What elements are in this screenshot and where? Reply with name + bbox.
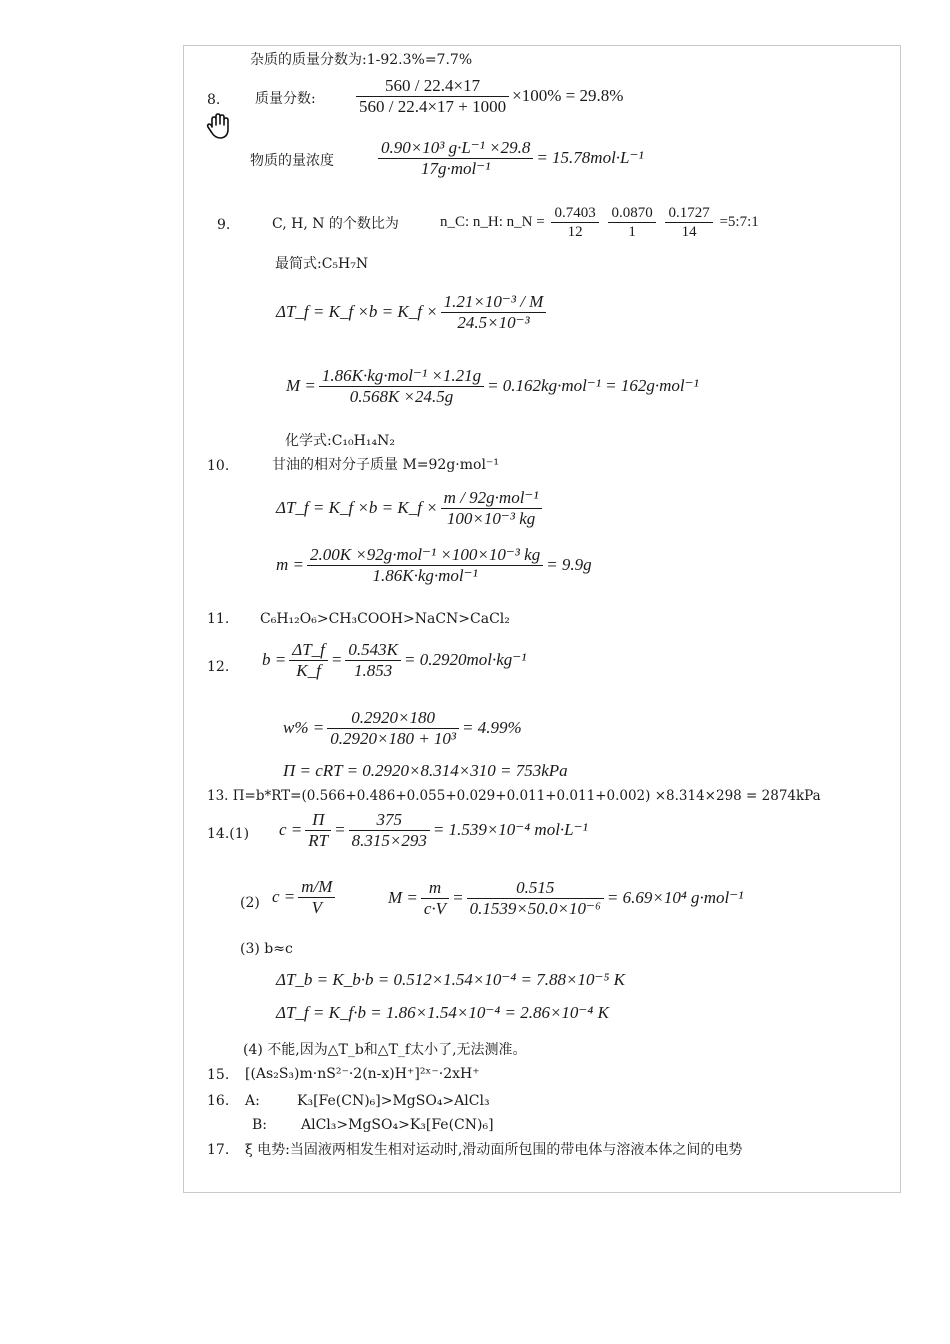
item-16-number: 16.	[207, 1093, 230, 1109]
part-a-ordering: K₃[Fe(CN)₆]>MgSO₄>AlCl₃	[297, 1093, 490, 1109]
eq-frac-a	[305, 810, 331, 852]
equals-sign: =	[452, 887, 464, 907]
molar-concentration-equation	[375, 138, 644, 180]
frac-denominator: 0.1539×50.0×10⁻⁶	[469, 899, 601, 919]
frac-numerator: Π	[305, 810, 331, 831]
frac-numerator: 0.515	[467, 878, 604, 899]
equation-lhs: M =	[286, 375, 316, 395]
frac-numerator: 0.90×10³ g·L⁻¹ ×29.8	[378, 138, 533, 159]
equation-result: ×100% = 29.8%	[512, 85, 624, 105]
molar-concentration-label: 物质的量浓度	[250, 153, 334, 169]
item-11-number: 11.	[207, 611, 230, 627]
frac-numerator: 560 / 22.4×17	[356, 76, 509, 97]
equation-lhs: w% =	[283, 717, 325, 737]
ordering-11: C₆H₁₂O₆>CH₃COOH>NaCN>CaCl₂	[260, 611, 510, 627]
mass-fraction-equation	[353, 76, 623, 118]
equation-lhs: ΔT_f = K_f ×b = K_f ×	[276, 497, 438, 517]
h-frac	[608, 204, 655, 241]
eq-frac	[441, 488, 542, 530]
freezing-point-equation-9	[276, 292, 549, 334]
frac-denominator: 560 / 22.4×17 + 1000	[359, 97, 507, 117]
n-frac	[665, 204, 712, 241]
frac-numerator: m/M	[298, 877, 335, 898]
eq-frac	[307, 545, 543, 587]
mass-percent-equation-12	[283, 708, 522, 750]
item-9-number: 9.	[217, 217, 231, 233]
frac-denominator: K_f	[296, 661, 321, 681]
frac-numerator: 375	[349, 810, 430, 831]
eq-frac	[319, 366, 484, 408]
equation-result: = 9.9g	[546, 554, 592, 574]
concentration-definition	[272, 877, 338, 919]
frac-denominator: 1.853	[354, 661, 393, 681]
empirical-formula: 最简式:C₅H₇N	[275, 256, 369, 272]
equation-result: = 4.99%	[462, 717, 522, 737]
frac-denominator: 0.2920×180 + 10³	[330, 729, 457, 749]
item-8-number: 8.	[207, 92, 221, 108]
eq-frac-b	[345, 640, 401, 682]
eq-frac-a	[421, 878, 449, 920]
frac-numerator: 0.0870	[608, 204, 655, 223]
equation-lhs: c =	[279, 819, 303, 839]
part-b-label: B:	[252, 1117, 268, 1133]
frac-numerator: m	[421, 878, 449, 899]
part-a-label: A:	[245, 1093, 260, 1109]
frac-numerator: 0.543K	[345, 640, 401, 661]
eq-frac-a	[289, 640, 328, 682]
eq-frac	[441, 292, 547, 334]
concentration-frac	[378, 138, 533, 180]
frac-denominator: RT	[308, 831, 329, 851]
hand-cursor-icon	[203, 110, 235, 142]
chemical-formula: 化学式:C₁₀H₁₄N₂	[285, 433, 395, 449]
item-12-number: 12.	[207, 659, 230, 675]
frac-numerator: 0.2920×180	[327, 708, 459, 729]
frac-denominator: 24.5×10⁻³	[457, 313, 530, 333]
frac-denominator: 14	[681, 224, 697, 240]
concentration-equation-14	[279, 810, 588, 852]
frac-denominator: V	[311, 898, 323, 918]
frac-denominator: 1.86K·kg·mol⁻¹	[372, 566, 478, 586]
equation-result: = 0.162kg·mol⁻¹ = 162g·mol⁻¹	[487, 375, 699, 395]
item-17-number: 17.	[207, 1142, 230, 1158]
frac-numerator: 1.86K·kg·mol⁻¹ ×1.21g	[319, 366, 484, 387]
item-15-number: 15.	[207, 1067, 230, 1083]
item-14-part-4: (4) 不能,因为△T_b和△T_f太小了,无法测准。	[243, 1042, 527, 1058]
freezing-point-drop-equation: ΔT_f = K_f·b = 1.86×1.54×10⁻⁴ = 2.86×10⁻⁴ K	[276, 1003, 609, 1022]
molar-mass-equation-14	[388, 878, 743, 920]
frac-denominator: 12	[567, 224, 583, 240]
frac-numerator: m / 92g·mol⁻¹	[441, 488, 542, 509]
colloid-micelle-formula: [(As₂S₃)m·nS²⁻·2(n-x)H⁺]²ˣ⁻·2xH⁺	[245, 1066, 480, 1082]
equation-lhs: b =	[262, 649, 287, 669]
zeta-potential-definition: ξ 电势:当固液两相发生相对运动时,滑动面所包围的带电体与溶液本体之间的电势	[245, 1142, 743, 1158]
molality-equation-12	[262, 640, 526, 682]
c-frac	[551, 204, 598, 241]
atom-ratio-label: C, H, N 的个数比为	[272, 216, 399, 232]
eq-frac	[298, 877, 335, 919]
frac-denominator: 0.568K ×24.5g	[349, 387, 454, 407]
frac-denominator: 100×10⁻³ kg	[446, 509, 536, 529]
eq-frac-b	[467, 878, 604, 920]
frac-numerator: 0.7403	[551, 204, 598, 223]
frac-denominator: 1	[628, 224, 636, 240]
equation-lhs: m =	[276, 554, 304, 574]
equation-result: = 0.2920mol·kg⁻¹	[403, 649, 527, 669]
mass-fraction-label: 质量分数:	[255, 91, 316, 107]
osmotic-pressure-13: 13. Π=b*RT=(0.566+0.486+0.055+0.029+0.011+0.011+0.002) ×8.314×298 = 2874kPa	[207, 788, 821, 804]
frac-numerator: ΔT_f	[289, 640, 328, 661]
equation-lhs: c =	[272, 886, 296, 906]
frac-numerator: 2.00K ×92g·mol⁻¹ ×100×10⁻³ kg	[307, 545, 543, 566]
equals-sign: =	[330, 649, 343, 669]
equation-result: = 1.539×10⁻⁴ mol·L⁻¹	[432, 819, 588, 839]
eq-frac	[327, 708, 459, 750]
mass-fraction-frac	[356, 76, 509, 118]
ratio-result: =5:7:1	[719, 213, 759, 230]
frac-numerator: 1.21×10⁻³ / M	[441, 292, 547, 313]
frac-denominator: 17g·mol⁻¹	[421, 159, 491, 179]
mass-equation-10	[276, 545, 592, 587]
eq-frac-b	[349, 810, 430, 852]
equation-result: = 6.69×10⁴ g·mol⁻¹	[606, 887, 744, 907]
ratio-lhs: n_C: n_H: n_N =	[440, 213, 545, 230]
glycerol-molar-mass: 甘油的相对分子质量 M=92g·mol⁻¹	[272, 457, 499, 473]
equation-lhs: ΔT_f = K_f ×b = K_f ×	[276, 301, 438, 321]
freezing-point-equation-10	[276, 488, 545, 530]
item-14-number: 14.(1)	[207, 826, 250, 842]
boiling-point-rise-equation: ΔT_b = K_b·b = 0.512×1.54×10⁻⁴ = 7.88×10⁻⁵ K	[276, 970, 625, 989]
frac-denominator: c·V	[423, 899, 447, 919]
osmotic-pressure-equation-12: Π = cRT = 0.2920×8.314×310 = 753kPa	[283, 761, 568, 780]
frac-numerator: 0.1727	[665, 204, 712, 223]
equation-lhs: M =	[388, 887, 418, 907]
item-10-number: 10.	[207, 458, 230, 474]
item-14-part-3: (3) b≈c	[240, 941, 293, 957]
atom-ratio-equation	[440, 204, 759, 241]
part-b-ordering: AlCl₃>MgSO₄>K₃[Fe(CN)₆]	[301, 1117, 494, 1133]
equation-result: = 15.78mol·L⁻¹	[536, 147, 644, 167]
impurity-fraction-line: 杂质的质量分数为:1-92.3%=7.7%	[250, 52, 473, 68]
molar-mass-equation-9	[286, 366, 699, 408]
frac-denominator: 8.315×293	[351, 831, 427, 851]
item-14-part-2: (2)	[240, 895, 260, 911]
equals-sign: =	[334, 819, 346, 839]
